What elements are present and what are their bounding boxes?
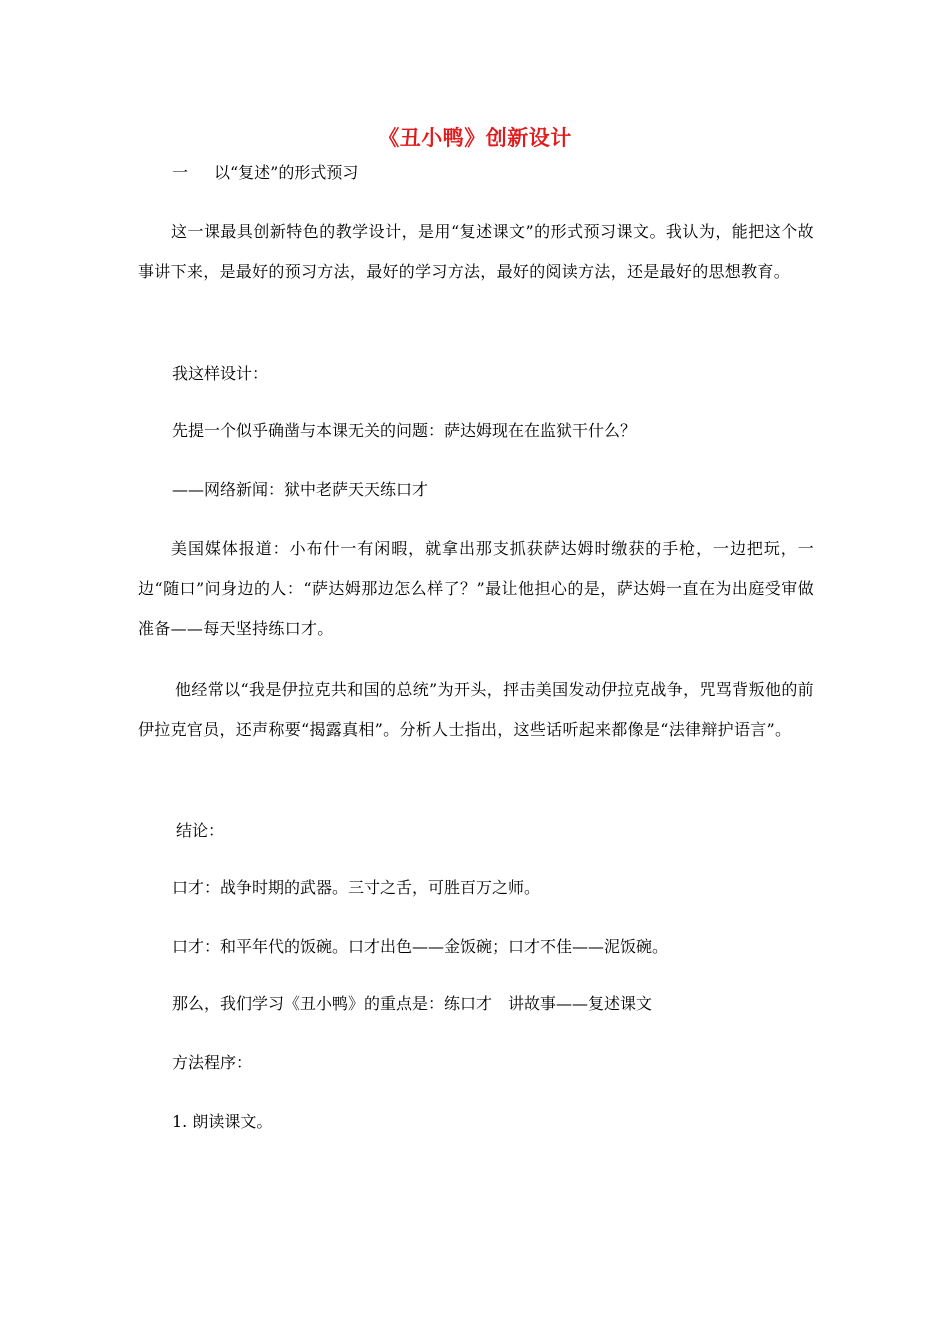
paragraph-news-body-2: 他经常以“我是伊拉克共和国的总统”为开头，抨击美国发动伊拉克战争，咒骂背叛他的前伊拉克官员，还声称要“揭露真相”。分析人士指出，这些话听起来都像是“法律辩护语言”。 (138, 680, 814, 739)
paragraph-intro: 这一课最具创新特色的教学设计，是用“复述课文”的形式预习课文。我认为，能把这个故事讲下来，是最好的预习方法，最好的学习方法，最好的阅读方法，还是最好的思想教育。 (138, 222, 814, 281)
paragraph-news-heading: ——网络新闻：狱中老萨天天练口才 (172, 480, 429, 499)
method-label: 方法程序： (172, 1053, 253, 1072)
method-step-1: 1. 朗读课文。 (172, 1112, 273, 1131)
conclusion-line-2: 口才：和平年代的饭碗。口才出色——金饭碗；口才不佳——泥饭碗。 (172, 937, 669, 956)
paragraph-news-body-1: 美国媒体报道：小布什一有闲暇，就拿出那支抓获萨达姆时缴获的手枪，一边把玩，一边“随口”问身边的人：“萨达姆那边怎么样了？”最让他担心的是，萨达姆一直在为出庭受审做准备——每天坚持练口才。 (138, 539, 814, 638)
conclusion-line-1: 口才：战争时期的武器。三寸之舌，可胜百万之师。 (172, 878, 541, 897)
document-title: 《丑小鸭》创新设计 (378, 125, 572, 150)
section-heading-text: 以“复述”的形式预习 (214, 163, 359, 182)
paragraph-focus: 那么，我们学习《丑小鸭》的重点是：练口才 讲故事——复述课文 (172, 994, 653, 1013)
section-number: 一 (172, 163, 189, 182)
conclusion-label: 结论： (176, 821, 225, 840)
section-heading (172, 155, 852, 191)
paragraph-design: 我这样设计： (172, 364, 269, 383)
paragraph-question: 先提一个似乎确凿与本课无关的问题：萨达姆现在在监狱干什么？ (172, 421, 637, 440)
